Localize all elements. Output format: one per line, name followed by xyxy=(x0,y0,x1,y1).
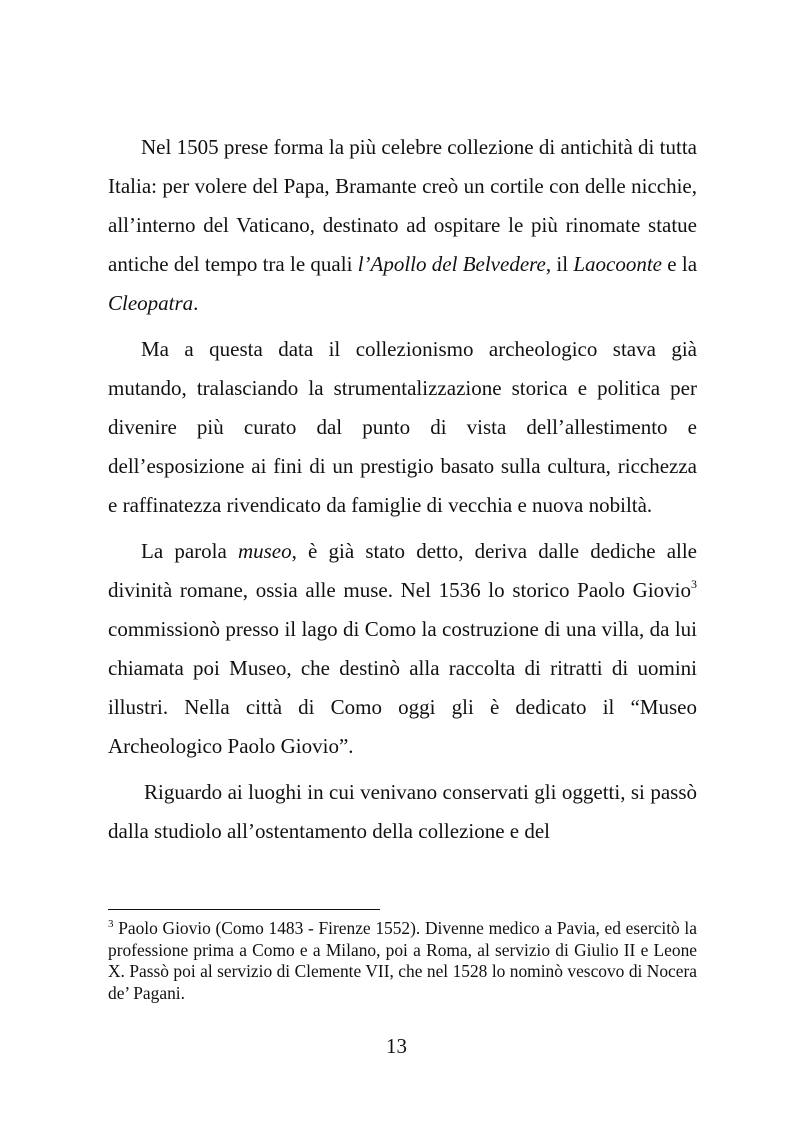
footnote-marker: 3 xyxy=(108,918,114,930)
paragraph-text: . xyxy=(193,291,199,315)
footnote-reference[interactable]: 3 xyxy=(691,577,697,591)
paragraph-text: Ma a questa data il collezionismo archeologico stava già mutando, tralasciando la strumentalizzazione storica e politica per divenire più curato dal punto di vista dell’allestimento e dell’esposizione ai fini di un prestigio basato sulla cultura, ricchezza e raffinatezza rivendicato da famiglie di vecchia e nuova nobiltà. xyxy=(108,337,697,517)
paragraph-text: La parola xyxy=(141,539,238,563)
paragraph-collection-1505 xyxy=(108,128,697,323)
paragraph-text: commissionò presso il lago di Como la costruzione di una villa, da lui chiamata poi Museo, che destinò alla raccolta di ritratti di uomini illustri. Nella città di Como oggi gli è dedicato il “Museo Archeologico Paolo Giovio”. xyxy=(108,617,697,758)
italic-word-museo: museo xyxy=(237,539,292,563)
italic-title-cleopatra: Cleopatra xyxy=(108,291,194,315)
paragraph-text: e la xyxy=(662,252,698,276)
footnote xyxy=(108,918,697,1004)
footnote-divider xyxy=(108,909,380,910)
paragraph-text: Riguardo ai luoghi in cui venivano conservati gli oggetti, si passò dalla studiolo all’ostentamento della collezione e del xyxy=(108,780,697,843)
paragraph-collezionismo xyxy=(108,330,697,525)
body-text xyxy=(108,128,697,858)
italic-title-laocoonte: Laocoonte xyxy=(573,252,662,276)
page-number: 13 xyxy=(386,1034,407,1058)
paragraph-luoghi xyxy=(108,773,697,851)
footnote-text: Paolo Giovio (Como 1483 - Firenze 1552). Divenne medico a Pavia, ed esercitò la professione prima a Como e a Milano, poi a Roma, al servizio di Giulio II e Leone X. Passò poi al servizio di Clemente VII, che nel 1528 lo nominò vescovo di Nocera de’ Pagani. xyxy=(108,918,697,1003)
paragraph-text: Nel 1505 prese forma la più celebre collezione di antichità di tutta Italia: per volere del Papa, Bramante creò un cortile con delle nicchie, all’interno del Vaticano, destinato ad ospitare le più rinomate statue antiche del tempo tra le quali xyxy=(108,135,697,276)
paragraph-text: , il xyxy=(545,252,574,276)
paragraph-text: , è già stato detto, deriva dalle dediche alle divinità romane, ossia alle muse. Nel 1536 lo storico Paolo Giovio xyxy=(108,539,698,602)
italic-title-apollo: l’Apollo del Belvedere xyxy=(357,252,546,276)
paragraph-museo xyxy=(108,532,697,766)
